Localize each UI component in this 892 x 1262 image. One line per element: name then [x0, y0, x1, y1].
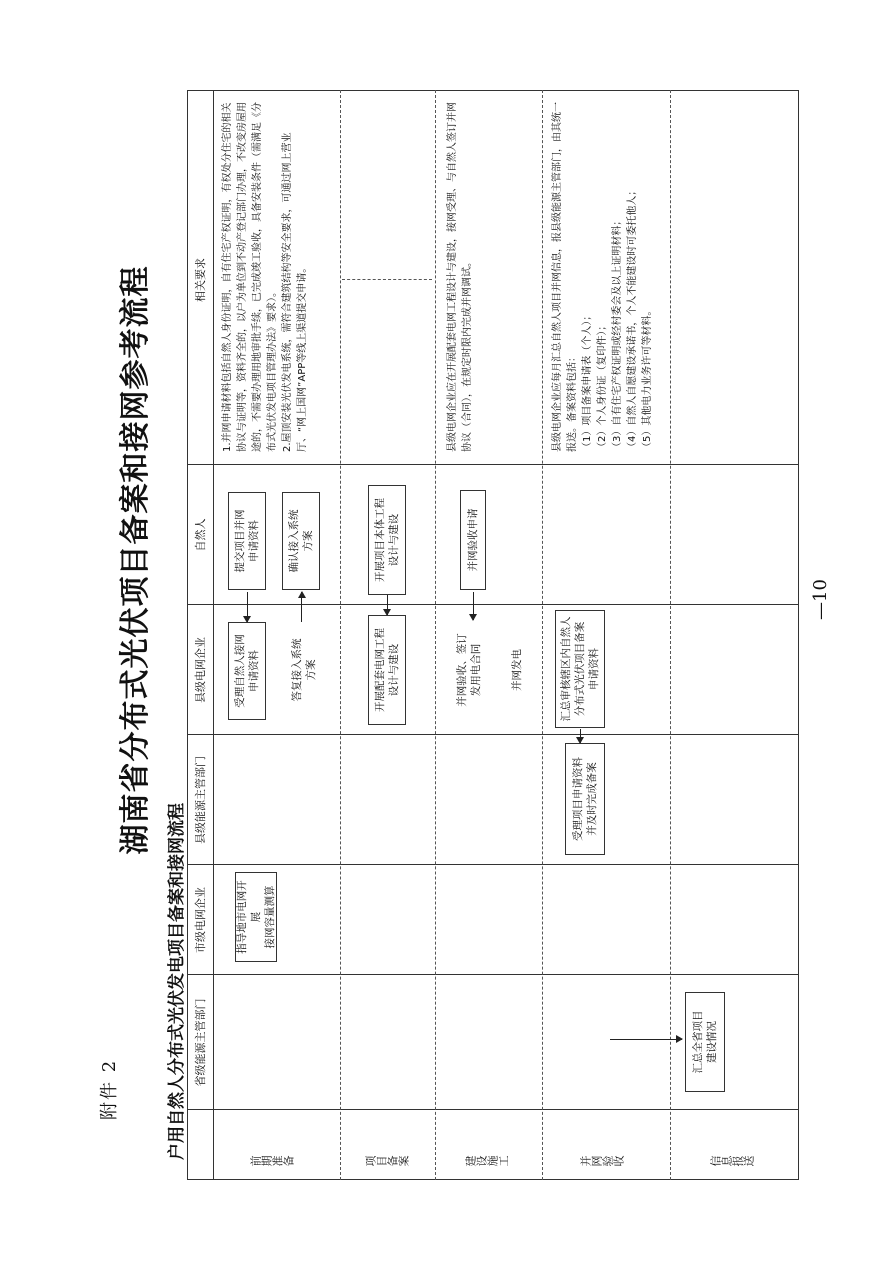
stage-divider-2	[435, 90, 436, 1180]
column-county-energy: 县级能源主管部门	[194, 756, 207, 844]
note-divider-1	[342, 279, 432, 280]
arrow-person-to-grid-apply	[247, 592, 248, 622]
box-person-confirm-plan: 确认接入系统 方案	[282, 492, 320, 590]
flowchart-rotated	[110, 80, 810, 1180]
column-natural-person: 自然人	[194, 518, 207, 552]
arrow-person-build-link	[387, 595, 388, 615]
column-requirements: 相关要求	[194, 258, 207, 302]
document-title: 湖南省分布式光伏项目备案和接网参考流程	[118, 265, 153, 855]
box-province-summary: 汇总全省项目 建设情况	[685, 992, 725, 1092]
lane-divider-2	[187, 864, 799, 865]
stage-column-divider	[187, 1109, 799, 1110]
box-guide-capacity: 指导地市电网开展 接网容量测算	[235, 872, 277, 962]
lane-divider-5	[187, 464, 799, 465]
box-county-filing: 受理项目申请资料 并及时完成备案	[565, 743, 605, 855]
annex-label: 附件 2	[99, 1058, 120, 1120]
arrow-to-province-summary	[610, 1039, 682, 1040]
stage-reporting: 信息报送	[710, 1155, 754, 1168]
text-grid-connect: 并网发电	[511, 649, 523, 691]
stage-prep: 前期准备	[250, 1155, 294, 1168]
arrow-person-acceptance	[473, 592, 474, 620]
stage-construction: 建设施工	[465, 1155, 509, 1168]
box-grid-build: 开展配套电网工程 设计与建设	[368, 615, 406, 725]
header-divider	[213, 90, 214, 1180]
arrow-grid-to-person-plan	[301, 592, 302, 622]
column-county-grid: 县级电网企业	[194, 637, 207, 703]
stage-filing: 项目备案	[365, 1155, 409, 1168]
stage-acceptance: 并网验收	[580, 1155, 624, 1168]
note-report-requirements: 县级电网企业应每月汇总自然人项目并网信息，报县级能源主管部门，由其统一报送。备案资料包括： （1）项目备案申请表（个人）； （2）个人身份证（复印件）； （3）自有住宅产权证明或经村委会及以上证明材料； （4）自然人自愿建设承诺书，个人不能建设时可委托他人； （5）其他电力业务许可等材料。	[552, 102, 653, 452]
text-grid-reply-plan: 答复接入系统 方案	[291, 638, 317, 702]
box-grid-accept-application: 受理自然人接网 申请资料	[228, 622, 266, 720]
box-person-build: 开展项目本体工程 设计与建设	[368, 485, 406, 595]
box-grid-report: 汇总审核辖区内自然人 分布式光伏项目备案 申请资料	[555, 610, 605, 728]
lane-divider-3	[187, 734, 799, 735]
column-province-energy: 省级能源主管部门	[194, 998, 207, 1087]
lane-divider-1	[187, 974, 799, 975]
box-person-acceptance: 并网验收申请	[460, 490, 486, 590]
box-person-submit-application: 提交项目并网 申请资料	[228, 492, 266, 590]
stage-divider-1	[340, 90, 341, 1180]
stage-divider-3	[542, 90, 543, 1180]
column-city-grid: 市级电网企业	[194, 887, 207, 953]
stage-divider-4	[670, 90, 671, 1180]
document-subtitle: 户用自然人分布式光伏发电项目备案和接网流程	[167, 803, 187, 1160]
page-number: —10	[810, 579, 831, 620]
lane-divider-4	[187, 604, 799, 605]
arrow-grid-report-to-county	[580, 729, 581, 743]
note-prep-requirements: 1.并网申请材料包括自然人身份证明，自有住宅产权证明，有权处分住宅的相关协议与证明等，资料齐全的，以户为单位到不动产登记部门办理，不改变房屋用途的，不需要办理用地审批手续，已完成竣工验收，具备安装条件（需满足《分布式光伏发电项目管理办法》要求）。 2.屋顶安装光伏发电系统，需符合建筑结构等安全要求，可通过网上营业厅、“网上国网”APP等线上渠道提交申请。	[222, 102, 308, 452]
text-grid-acceptance: 并网验收、签订 发用电合同	[456, 633, 482, 707]
note-build-requirements: 县级电网企业应在开展配套电网工程设计与建设，接网受理、与自然人签订并网协议（合同），在规定时限内完成并网调试。	[447, 102, 473, 452]
